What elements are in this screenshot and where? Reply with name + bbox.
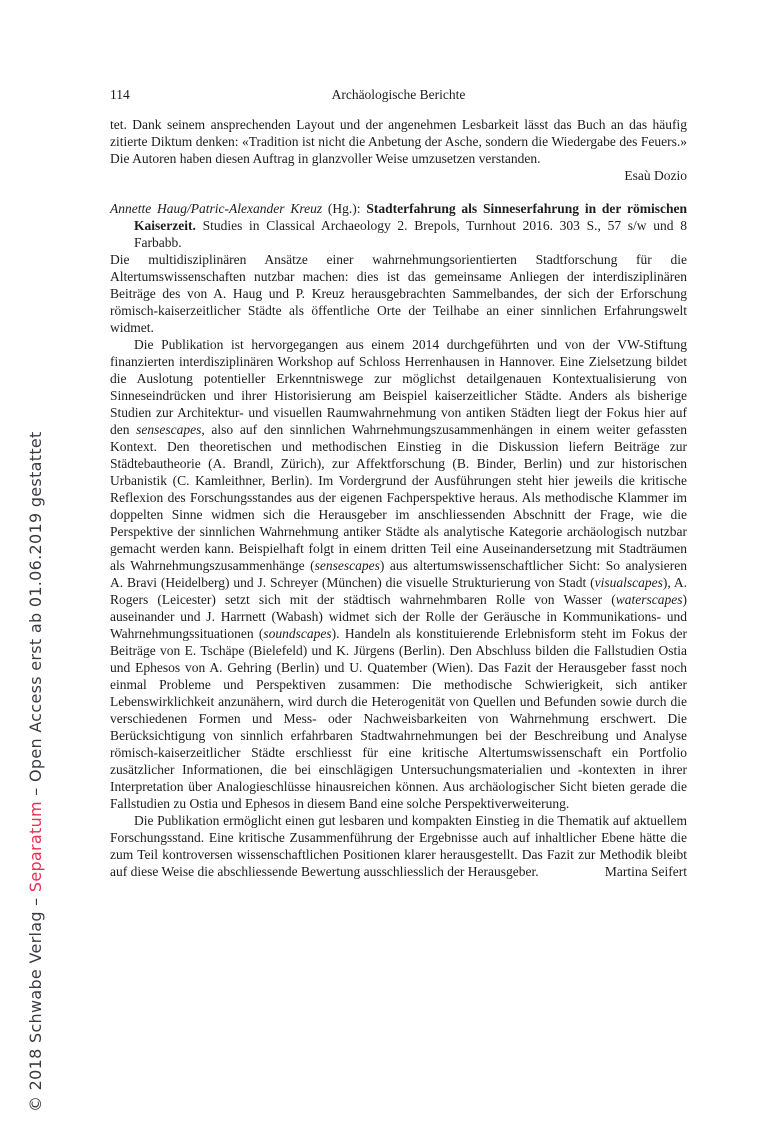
reviewer-signature-dozio: Esaù Dozio <box>624 168 687 183</box>
review-paragraph-3 <box>110 812 687 880</box>
running-title: Archäologische Berichte <box>331 87 466 102</box>
review-bibliographic-heading: Annette Haug/Patric-Alexander Kreuz (Hg.): Stadterfahrung als Sinneserfahrung in der römischen Kaiserzeit. Studies in Classical Archaeology 2. Brepols, Turnhout 2016. 303 S., 57 s/w und 8 Farbabb. <box>110 201 687 250</box>
reviewer-signature-seifert: Martina Seifert <box>604 864 687 879</box>
text-column <box>110 86 687 880</box>
previous-review-closing-paragraph: tet. Dank seinem ansprechenden Layout und der angenehmen Lesbarkeit lässt das Buch an das häufig zitierte Diktum denken: «Tradition ist nicht die Anbetung der Asche, sondern die Wiedergabe des Feuers.» Die Autoren haben diesen Auftrag in glanzvoller Weise umzusetzen verstanden. <box>110 117 687 166</box>
review-paragraph-3-text: Die Publikation ermöglicht einen gut lesbaren und kompakten Einstieg in die Thematik auf aktuellem Forschungsstand. Eine kritische Zusammenführung der Ergebnisse auch auf inhaltlicher Ebene hätte die zum Teil kontroversen wissenschaftlichen Positionen klarer herausgestellt. Das Fazit zur Methodik bleibt auf diese Weise die abschliessende Bewertung ausschliesslich der Herausgeber. <box>110 813 687 879</box>
review-paragraph-1: Die multidisziplinären Ansätze einer wahrnehmungsorientierten Stadtforschung für die Altertumswissenschaften nutzbar machen: dies ist das gemeinsame Anliegen der interdisziplinären Beiträge des von A. Haug und P. Kreuz herausgebrachten Sammelbandes, der sich der Erforschung römisch-kaiserzeitlicher Städte als öffentliche Orte der Teilhabe an einer sinnlichen Erfahrungswelt widmet. <box>110 252 687 335</box>
copyright-prefix: © 2018 Schwabe Verlag – <box>26 892 45 1112</box>
separatum-label: Separatum <box>26 801 45 893</box>
review-paragraph-2: Die Publikation ist hervorgegangen aus einem 2014 durchgeführten und von der VW-Stiftung finanzierten interdisziplinären Workshop auf Schloss Herrenhausen in Hannover. Eine Zielsetzung bildet die Auslotung potentieller Erkenntniswege zur möglichst detailgenauen Kontextualisierung von Sinneseindrücken und ihrer Historisierung am Beispiel kaiserzeitlicher Städte. Anders als bisherige Studien zur Architektur- und visuellen Raumwahrnehmung von antiken Städten liegt der Fokus hier auf den sensescapes, also auf den sinnlichen Wahrnehmungszusammenhängen in einem weiter gefassten Kontext. Den theoretischen und methodischen Einstieg in die Diskussion liefern Beiträge zur Städtebautheorie (A. Brandl, Zürich), zur Affektforschung (B. Binder, Berlin) und zur historischen Urbanistik (C. Kamleithner, Berlin). Im Vordergrund der Ausführungen steht hier jeweils die kritische Reflexion des Forschungsstandes aus der eigenen Fachperspektive heraus. Als methodische Klammer im doppelten Sinne widmen sich die Herausgeber im anschliessenden Abschnitt der Frage, wie die Perspektive der sinnlichen Wahrnehmung antiker Städte als analytische Kategorie archäologisch nutzbar gemacht werden kann. Beispielhaft folgt in einem dritten Teil eine Auseinandersetzung mit Stadträumen als Wahrnehmungszusammenhänge (sensescapes) aus altertumswissenschaftlicher Sicht: So analysieren A. Bravi (Heidelberg) und J. Schreyer (München) die visuelle Strukturierung von Stadt (visualscapes), A. Rogers (Leicester) setzt sich mit der städtisch wahrnehmbaren Rolle von Wasser (waterscapes) auseinander und J. Harrnett (Wabash) widmet sich der Rolle der Geräusche in Kommunikations- und Wahrnehmungssituationen (soundscapes). Handeln als konstituierende Erlebnisform steht im Fokus der Beiträge von E. Tschäpe (Bielefeld) und K. Jürgens (Berlin). Den Abschluss bilden die Fallstudien Ostia und Ephesos von A. Gehring (Berlin) und U. Quatember (Wien). Das Fazit der Herausgeber fasst noch einmal Probleme und Perspektiven zusammen: Die methodische Schwierigkeit, sich antiker Lebenswirklichkeit anzunähern, wird durch die Heterogenität von Quellen und Befunden sowie durch die verschiedenen Formen und Mess- oder Nachweisbarkeiten von Wahrnehmung erschwert. Die Berücksichtigung von sinnlich erfahrbaren Stadtwahrnehmungen bei der Beschreibung und Analyse römisch-kaiserzeitlicher Städte erschliesst für eine kritische Altertumswissenschaft ein Portfolio zusätzlicher Informationen, die bei einschlägigen Untersuchungsmaterialien und -kontexten in ihrer Interpretation über Analogieschlüsse hinausreichen können. Aus archäologischer Sicht bieten gerade die Fallstudien zu Ostia und Ephesos in diesem Band eine solche Perspektiverweiterung. <box>110 337 688 811</box>
copyright-sidebar <box>26 431 45 1112</box>
running-header <box>110 86 687 103</box>
page-number: 114 <box>110 87 130 102</box>
copyright-suffix: – Open Access erst ab 01.06.2019 gestattet <box>26 431 45 802</box>
